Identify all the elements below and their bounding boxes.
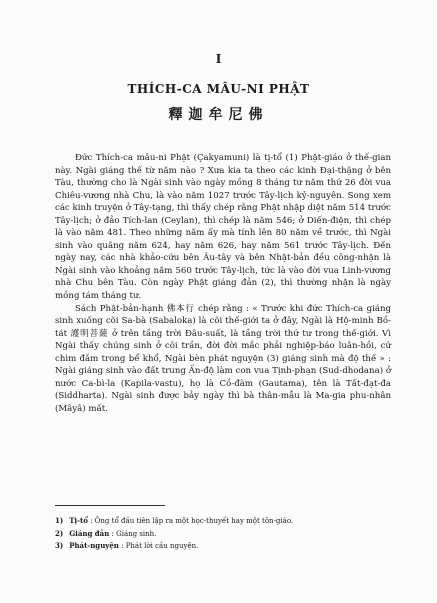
footnote-term: Phát-nguyện <box>69 541 119 550</box>
footnote-term: Tị-tổ <box>69 516 88 525</box>
body-text <box>55 152 391 415</box>
footnotes <box>55 515 391 553</box>
footnote-number: 1) <box>55 516 64 525</box>
paragraph: Đức Thích-ca mâu-ni Phật (Çakyamuni) là tị-tổ (1) Phật-giáo ở thế-gian này. Ngài giáng thế từ năm nào ? Xưa kia ta theo các kinh Đại-thặng ở bên Tàu, thường cho là Ngài sinh vào ngày mồng 8 tháng tư năm thứ 26 đời vua Chiêu-vương nhà Chu, là vào năm 1027 trước Tây-lịch kỷ-nguyên. Song xem các kinh truyện ở Tây-tạng, thì thấy chép rằng Phật nhập diệt năm 514 trước Tây-lịch; ở đảo Tích-lan (Ceylan), thì chép là năm 546; ở Diến-điện, thì chép là vào năm 481. Theo những năm ấy mà tính lên 80 năm về trước, thì Ngài sinh vào quãng năm 624, hay năm 626, hay năm 561 trước Tây-lịch. Đến ngày nay, các nhà khảo-cứu bên Âu-tây và bên Nhật-bản đều công-nhận là Ngài sinh vào khoảng năm 560 trước Tây-lịch, tức là vào đời vua Linh-vương nhà Chu bên Tàu. Còn ngày Phật giáng đản (2), thì thường nhận là ngày mồng tám tháng tư. <box>55 153 391 302</box>
footnote-item <box>55 540 391 553</box>
chapter-number: I <box>215 52 222 66</box>
footnote-term: Giáng đản <box>69 528 110 538</box>
footnote-text: : Ông tổ đầu tiên lập ra một học-thuyết hay một tôn-giáo. <box>87 517 294 525</box>
footnote-number: 2) <box>55 528 64 538</box>
footnote-text: : Phát lời cầu nguyện. <box>118 542 199 550</box>
footnote-divider <box>55 505 165 506</box>
footnote-item <box>55 528 391 541</box>
footnote-number: 3) <box>55 541 64 550</box>
footnote-item <box>55 515 391 528</box>
chapter-title-chinese: 釋迦牟尼佛 <box>168 107 269 123</box>
footnote-text: : Giáng sinh. <box>109 529 157 538</box>
chapter-title: THÍCH-CA MÂU-NI PHẬT <box>127 82 310 96</box>
paragraph: Sách Phật-bản-hạnh 佛本行 chép rằng : « Trước khi đức Thích-ca giáng sinh xuống cõi Sa-bà (Sabaloka) là cõi thế-giới ta ở đây, Ngài là Hộ-minh Bồ-tát 護明菩薩 ở trên tầng trời Đâu-suất, là tầng trời thứ tư trong thế-giới. Vì Ngài thấy chúng sinh ở cõi trần, đời đời mắc phải nghiệp-báo luân-hồi, cứ chìm đắm trong bể khổ, Ngài bèn phát nguyện (3) giáng sinh mà độ thế » : Ngài giáng sinh vào đất trung Ấn-độ làm con vua Tịnh-phạn (Sud-dhodana) ở nước Ca-bì-la (Kapila-vastu), họ là Cồ-đàm (Gautama), tên là Tất-đạt-đa (Siddharta). Ngài sinh được bảy ngày thì bà thân-mẫu là Ma-gia phu-nhân (Mâyâ) mất. <box>55 303 391 414</box>
